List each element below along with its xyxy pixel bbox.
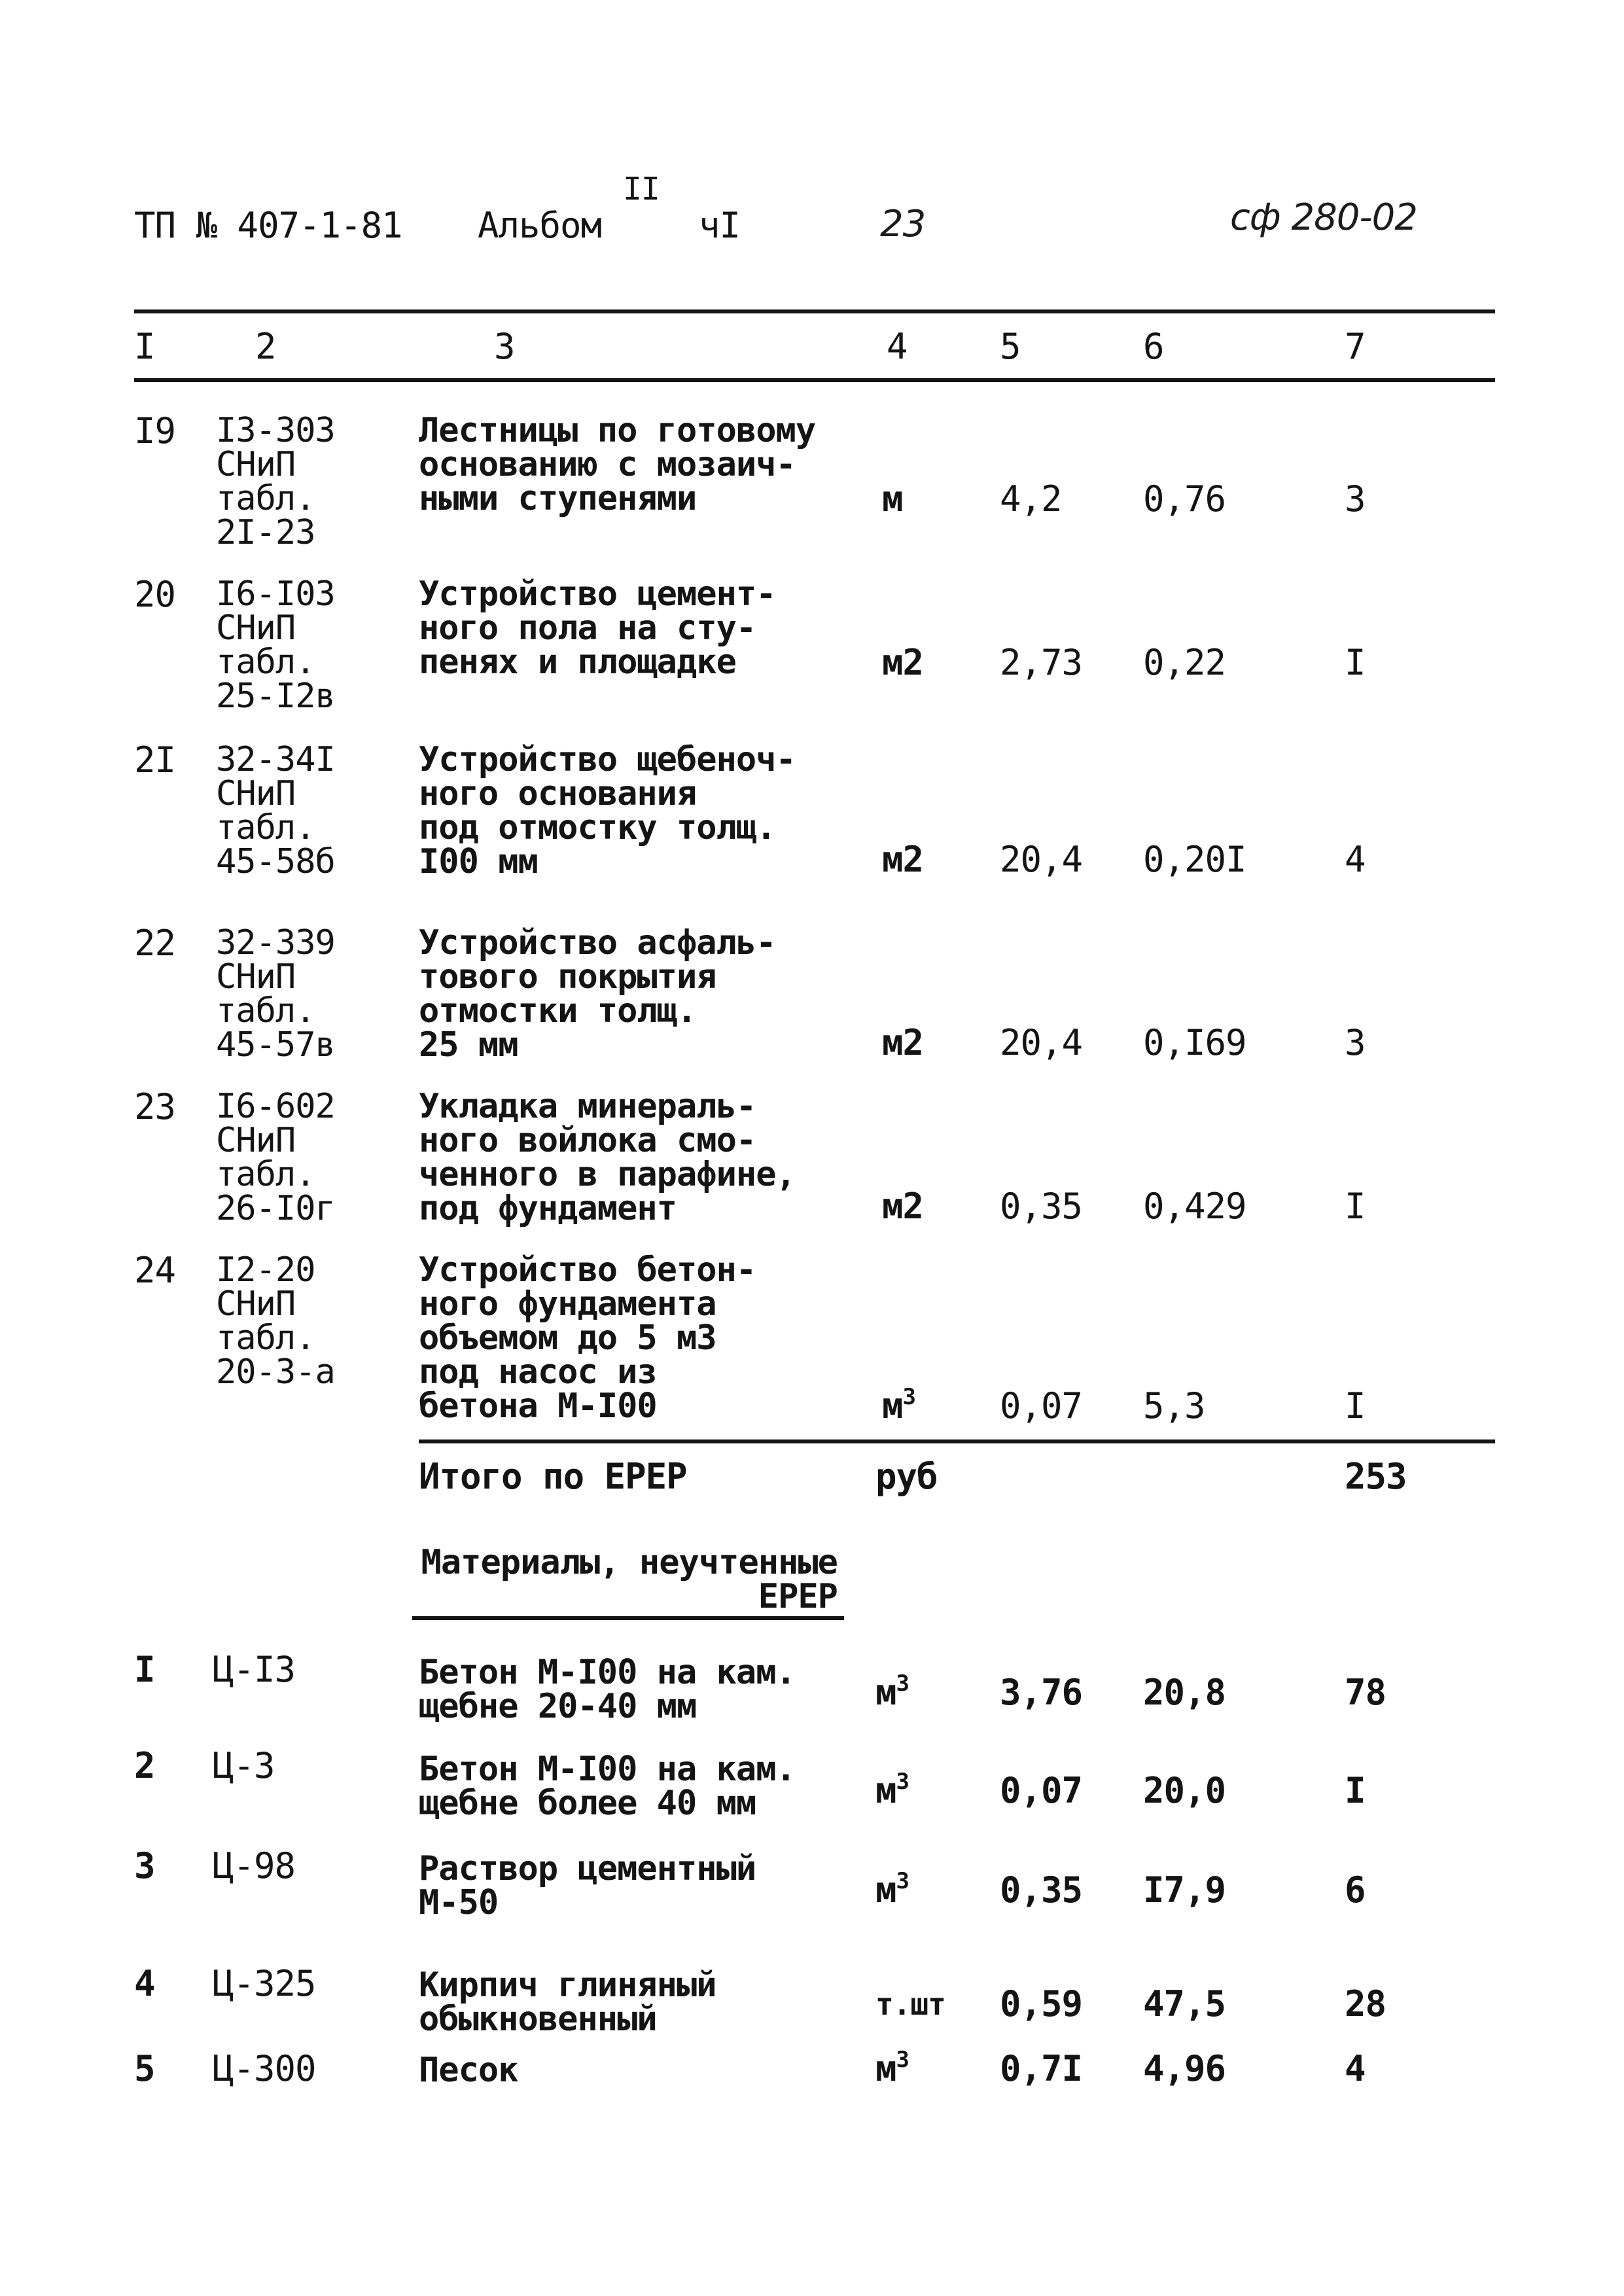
document-code: сф 280-02 (1230, 196, 1417, 239)
unit-price: 0,I69 (1143, 1022, 1246, 1063)
total-unit: руб (875, 1456, 938, 1497)
row-total: 3 (1345, 478, 1366, 520)
work-description: Устройство щебеноч- ного основания под отмостку толщ. I00 мм (419, 740, 796, 881)
quantity: 0,7I (1000, 2048, 1083, 2089)
row-total: I (1345, 1770, 1366, 1811)
norm-code: I2-20 СНиП табл. 20-3-а (216, 1250, 335, 1392)
album-volume: II (623, 171, 660, 207)
row-total: I (1345, 1385, 1366, 1426)
work-description: Устройство бетон- ного фундамента объемом до 5 м3 под насос из бетона М-I00 (419, 1250, 756, 1426)
unit: м2 (882, 642, 924, 683)
row-number: I9 (134, 410, 176, 451)
column-number: 2 (255, 326, 276, 367)
quantity: 2,73 (1000, 642, 1083, 683)
unit: $м^3$ (875, 2047, 909, 2089)
material-number: 5 (134, 2048, 155, 2089)
column-number: 5 (1000, 326, 1021, 367)
row-number: 24 (134, 1250, 176, 1291)
column-header-rule (134, 378, 1495, 382)
unit-price: 20,0 (1143, 1770, 1226, 1811)
row-total: 78 (1345, 1672, 1386, 1713)
quantity: 4,2 (1000, 478, 1062, 520)
row-total: 6 (1345, 1869, 1366, 1911)
unit: м (882, 478, 903, 520)
material-number: 4 (134, 1963, 155, 2004)
norm-code: 32-339 СНиП табл. 45-57в (216, 923, 335, 1065)
materials-heading: Материалы, неучтенные ЕРЕР (421, 1543, 838, 1616)
unit: т.шт (875, 1987, 945, 2022)
material-description: Раствор цементный М-50 (419, 1849, 756, 1922)
row-number: 22 (134, 923, 176, 964)
row-number: 23 (134, 1086, 176, 1127)
row-total: 4 (1345, 2048, 1366, 2089)
material-code: Ц-325 (213, 1963, 316, 2004)
row-number: 2I (134, 739, 176, 781)
material-description: Кирпич глиняный обыкновенный (419, 1966, 716, 2039)
work-description: Лестницы по готовому основанию с мозаич- ными ступенями (419, 411, 816, 518)
row-total: I (1345, 642, 1366, 683)
unit-price: 0,429 (1143, 1186, 1246, 1227)
work-description: Укладка минераль- ного войлока смо- ченного в парафине, под фундамент (419, 1087, 796, 1228)
quantity: 20,4 (1000, 839, 1083, 880)
total-value: 253 (1345, 1456, 1407, 1497)
project-number: ТП № 407-1-81 (134, 205, 402, 246)
work-description: Устройство асфаль- тового покрытия отмостки толщ. 25 мм (419, 923, 776, 1065)
unit: м2 (882, 839, 924, 880)
row-total: I (1345, 1186, 1366, 1227)
material-description: Бетон М-I00 на кам. щебне более 40 мм (419, 1750, 796, 1823)
column-number: 6 (1143, 326, 1164, 367)
total-label: Итого по ЕРЕР (419, 1456, 687, 1497)
unit: $м^3$ (882, 1384, 915, 1426)
unit-price: 47,5 (1143, 1983, 1226, 2024)
material-code: Ц-3 (213, 1745, 275, 1786)
row-total: 28 (1345, 1983, 1386, 2024)
material-description: Песок (419, 2051, 518, 2090)
row-number: 20 (134, 574, 176, 615)
unit: м2 (882, 1022, 924, 1063)
quantity: 3,76 (1000, 1672, 1083, 1713)
table-top-rule (134, 309, 1495, 313)
material-number: 2 (134, 1745, 155, 1786)
quantity: 20,4 (1000, 1022, 1083, 1063)
total-rule (419, 1439, 1495, 1443)
unit-price: 0,20I (1143, 839, 1246, 880)
unit-price: 4,96 (1143, 2048, 1226, 2089)
column-number: 3 (494, 326, 515, 367)
work-description: Устройство цемент- ного пола на сту- пенях и площадке (419, 574, 776, 682)
row-total: 4 (1345, 839, 1366, 880)
unit: $м^3$ (875, 1670, 909, 1713)
materials-heading-underline (412, 1616, 844, 1620)
material-code: Ц-300 (213, 2048, 316, 2089)
norm-code: I6-I03 СНиП табл. 25-I2в (216, 574, 335, 716)
quantity: 0,59 (1000, 1983, 1083, 2024)
material-code: Ц-98 (213, 1845, 296, 1886)
column-number: 7 (1345, 326, 1366, 367)
quantity: 0,07 (1000, 1385, 1083, 1426)
quantity: 0,35 (1000, 1869, 1083, 1911)
material-number: 3 (134, 1845, 155, 1886)
unit: $м^3$ (875, 1769, 909, 1811)
unit: $м^3$ (875, 1868, 909, 1911)
quantity: 0,35 (1000, 1186, 1083, 1227)
unit-price: 0,76 (1143, 478, 1226, 520)
unit-price: 5,3 (1143, 1385, 1205, 1426)
material-code: Ц-I3 (213, 1649, 296, 1690)
album-part: чI (699, 205, 741, 246)
unit-price: I7,9 (1143, 1869, 1226, 1911)
unit: м2 (882, 1186, 924, 1227)
norm-code: I3-303 СНиП табл. 2I-23 (216, 411, 335, 552)
material-number: I (134, 1649, 155, 1690)
norm-code: I6-602 СНиП табл. 26-I0г (216, 1087, 335, 1228)
unit-price: 20,8 (1143, 1672, 1226, 1713)
column-number: 4 (887, 326, 908, 367)
album-label: Альбом (478, 205, 602, 246)
row-total: 3 (1345, 1022, 1366, 1063)
norm-code: 32-34I СНиП табл. 45-58б (216, 740, 335, 881)
unit-price: 0,22 (1143, 642, 1226, 683)
quantity: 0,07 (1000, 1770, 1083, 1811)
column-number: I (134, 326, 155, 367)
material-description: Бетон М-I00 на кам. щебне 20-40 мм (419, 1653, 796, 1726)
page-number: 23 (880, 203, 926, 245)
